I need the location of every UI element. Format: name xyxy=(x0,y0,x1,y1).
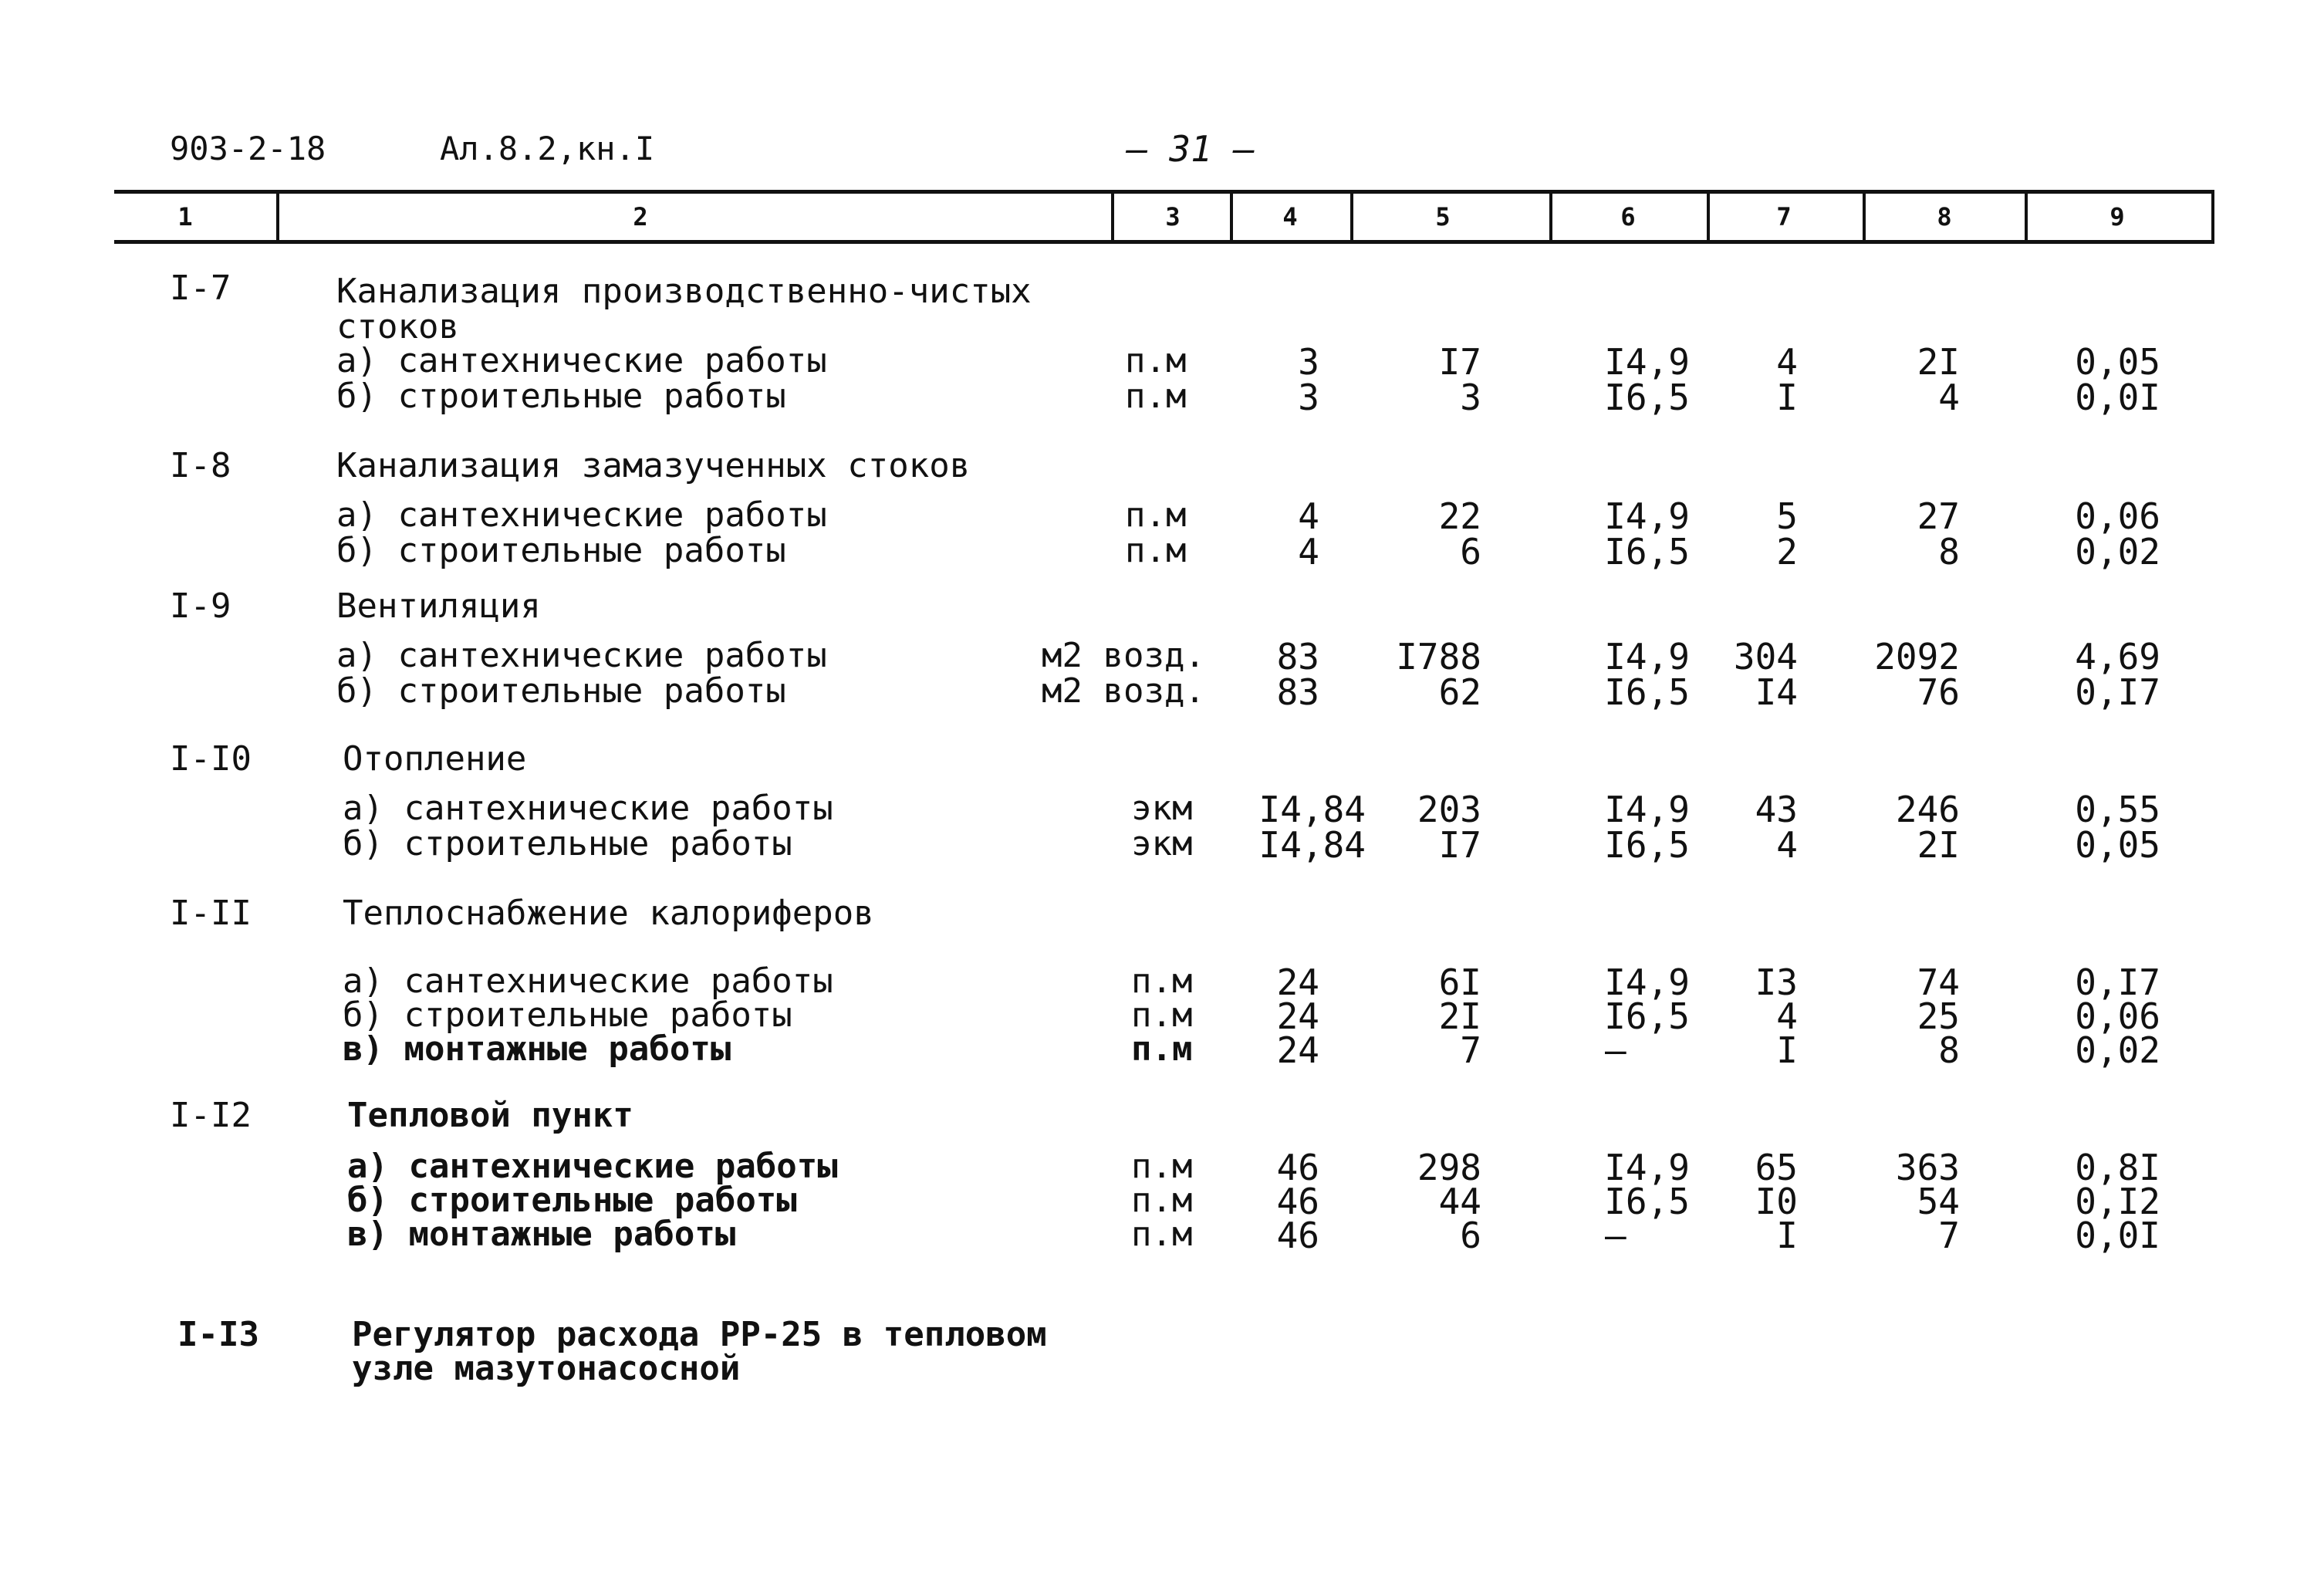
album-reference: Ал.8.2,кн.I xyxy=(440,130,655,167)
row-unit: п.м xyxy=(1125,377,1187,416)
column-header-7: 7 xyxy=(1776,202,1792,231)
row-title-i10: Отопление xyxy=(343,739,527,779)
row-title-i12: Тепловой пункт xyxy=(347,1096,633,1135)
row-sub-label: б) строительные работы xyxy=(343,995,792,1035)
cell-c6: I4,9 xyxy=(1604,961,1690,1003)
column-header-6: 6 xyxy=(1620,202,1636,231)
cell-c9: 0,06 xyxy=(2075,495,2160,537)
cell-c5: 3 xyxy=(1460,377,1481,418)
row-code-i12: I-I2 xyxy=(170,1096,252,1135)
cell-c6: I4,9 xyxy=(1604,495,1690,537)
cell-c8: 246 xyxy=(1895,789,1960,830)
row-sub-label: в) монтажные работы xyxy=(347,1215,736,1254)
cell-c4: 46 xyxy=(1276,1215,1319,1256)
column-header-4: 4 xyxy=(1282,202,1298,231)
column-header-8: 8 xyxy=(1937,202,1952,231)
cell-c4: 83 xyxy=(1276,636,1319,678)
cell-c7: 4 xyxy=(1776,341,1798,383)
cell-c4: 4 xyxy=(1298,531,1319,573)
cell-c6: I6,5 xyxy=(1604,995,1690,1037)
cell-c8: 2I xyxy=(1917,341,1960,383)
row-sub-label: а) сантехнические работы xyxy=(343,789,833,828)
cell-c9: 0,02 xyxy=(2075,531,2160,573)
cell-c6: I4,9 xyxy=(1604,341,1690,383)
cell-c5: 6 xyxy=(1460,531,1481,573)
cell-c7: I4 xyxy=(1755,671,1798,713)
cell-c5: I7 xyxy=(1438,341,1481,383)
row-code-i9: I-9 xyxy=(170,586,231,626)
cell-c8: 74 xyxy=(1917,961,1960,1003)
cell-c9: 0,I7 xyxy=(2075,961,2160,1003)
row-unit: п.м xyxy=(1131,1181,1193,1220)
row-unit: п.м xyxy=(1131,961,1193,1001)
row-title-i13-cont: узле мазутонасосной xyxy=(352,1349,741,1388)
cell-c5: 6I xyxy=(1438,961,1481,1003)
cell-c7: 65 xyxy=(1755,1147,1798,1188)
row-sub-label: а) сантехнические работы xyxy=(336,636,827,675)
cell-c5: I788 xyxy=(1396,636,1481,678)
cell-c7: 43 xyxy=(1755,789,1798,830)
row-sub-label: а) сантехнические работы xyxy=(336,341,827,380)
cell-c4: I4,84 xyxy=(1258,824,1366,866)
cell-c4: I4,84 xyxy=(1258,789,1366,830)
cell-c9: 4,69 xyxy=(2075,636,2160,678)
cell-c7: I0 xyxy=(1755,1181,1798,1222)
row-sub-label: б) строительные работы xyxy=(336,531,786,570)
cell-c4: 4 xyxy=(1298,495,1319,537)
row-code-i13: I-I3 xyxy=(177,1315,259,1354)
row-sub-label: а) сантехнические работы xyxy=(347,1147,838,1186)
cell-c7: I xyxy=(1776,377,1798,418)
row-title-i7-cont: стоков xyxy=(336,307,459,346)
row-unit: п.м xyxy=(1131,995,1193,1035)
row-unit: экм xyxy=(1131,824,1193,863)
cell-c5: 2I xyxy=(1438,995,1481,1037)
cell-c8: 8 xyxy=(1938,531,1960,573)
cell-c8: 363 xyxy=(1895,1147,1960,1188)
cell-c8: 25 xyxy=(1917,995,1960,1037)
cell-c8: 27 xyxy=(1917,495,1960,537)
cell-c5: 203 xyxy=(1417,789,1481,830)
row-title-i8: Канализация замазученных стоков xyxy=(336,446,971,485)
row-code-i10: I-I0 xyxy=(170,739,252,779)
row-unit: п.м xyxy=(1125,495,1187,535)
cell-c6: I6,5 xyxy=(1604,377,1690,418)
cell-c8: 2I xyxy=(1917,824,1960,866)
column-header-9: 9 xyxy=(2110,202,2125,231)
row-unit: м2 возд. xyxy=(1042,671,1205,711)
document-code: 903-2-18 xyxy=(170,130,326,167)
column-header-5: 5 xyxy=(1435,202,1451,231)
cell-c4: 3 xyxy=(1298,377,1319,418)
row-sub-label: б) строительные работы xyxy=(336,671,786,711)
cell-c6: I6,5 xyxy=(1604,671,1690,713)
cell-c7: 2 xyxy=(1776,531,1798,573)
row-title-i13: Регулятор расхода РР-25 в тепловом xyxy=(352,1315,1047,1354)
row-title-i11: Теплоснабжение калориферов xyxy=(343,894,874,933)
cell-c8: 7 xyxy=(1938,1215,1960,1256)
row-unit: экм xyxy=(1131,789,1193,828)
row-unit: п.м xyxy=(1125,531,1187,570)
cell-c4: 24 xyxy=(1276,995,1319,1037)
cell-c9: 0,05 xyxy=(2075,824,2160,866)
cell-c4: 46 xyxy=(1276,1181,1319,1222)
cell-c9: 0,55 xyxy=(2075,789,2160,830)
cell-c4: 24 xyxy=(1276,1029,1319,1071)
row-title-i7: Канализация производственно-чистых xyxy=(336,272,1032,311)
cell-c6: I4,9 xyxy=(1604,636,1690,678)
cell-c4: 24 xyxy=(1276,961,1319,1003)
cell-c9: 0,0I xyxy=(2075,1215,2160,1256)
row-code-i11: I-II xyxy=(170,894,252,933)
row-sub-label: а) сантехнические работы xyxy=(336,495,827,535)
cell-c7: 5 xyxy=(1776,495,1798,537)
cell-c5: 6 xyxy=(1460,1215,1481,1256)
cell-c6: – xyxy=(1605,1215,1626,1256)
row-sub-label: б) строительные работы xyxy=(336,377,786,416)
row-code-i8: I-8 xyxy=(170,446,231,485)
cell-c5: 298 xyxy=(1417,1147,1481,1188)
cell-c5: I7 xyxy=(1438,824,1481,866)
cell-c6: I6,5 xyxy=(1604,531,1690,573)
row-unit: п.м xyxy=(1131,1215,1193,1254)
page-number: — 31 — xyxy=(1127,128,1255,170)
cell-c7: I3 xyxy=(1755,961,1798,1003)
row-code-i7: I-7 xyxy=(170,269,231,308)
cell-c9: 0,0I xyxy=(2075,377,2160,418)
cell-c6: I6,5 xyxy=(1604,1181,1690,1222)
cell-c8: 8 xyxy=(1938,1029,1960,1071)
cell-c6: – xyxy=(1605,1029,1626,1071)
row-title-i9: Вентиляция xyxy=(336,586,541,626)
cell-c7: I xyxy=(1776,1215,1798,1256)
cell-c5: 62 xyxy=(1438,671,1481,713)
cell-c9: 0,02 xyxy=(2075,1029,2160,1071)
row-sub-label: а) сантехнические работы xyxy=(343,961,833,1001)
cell-c7: 304 xyxy=(1733,636,1798,678)
cell-c7: I xyxy=(1776,1029,1798,1071)
row-unit: п.м xyxy=(1125,341,1187,380)
row-sub-label: б) строительные работы xyxy=(343,824,792,863)
cell-c8: 2092 xyxy=(1874,636,1960,678)
cell-c6: I6,5 xyxy=(1604,824,1690,866)
cell-c6: I4,9 xyxy=(1604,1147,1690,1188)
cell-c9: 0,8I xyxy=(2075,1147,2160,1188)
column-header-1: 1 xyxy=(177,202,193,231)
row-unit: м2 возд. xyxy=(1042,636,1205,675)
cell-c5: 7 xyxy=(1460,1029,1481,1071)
cell-c5: 44 xyxy=(1438,1181,1481,1222)
row-sub-label: б) строительные работы xyxy=(347,1181,797,1220)
column-header-2: 2 xyxy=(633,202,648,231)
row-unit: п.м xyxy=(1131,1147,1193,1186)
cell-c9: 0,05 xyxy=(2075,341,2160,383)
cell-c9: 0,06 xyxy=(2075,995,2160,1037)
cell-c4: 3 xyxy=(1298,341,1319,383)
column-header-3: 3 xyxy=(1165,202,1181,231)
row-sub-label: в) монтажные работы xyxy=(343,1029,731,1069)
cell-c8: 54 xyxy=(1917,1181,1960,1222)
cell-c6: I4,9 xyxy=(1604,789,1690,830)
cell-c7: 4 xyxy=(1776,995,1798,1037)
cell-c9: 0,I2 xyxy=(2075,1181,2160,1222)
cell-c4: 83 xyxy=(1276,671,1319,713)
cell-c8: 4 xyxy=(1938,377,1960,418)
row-unit: п.м xyxy=(1131,1029,1193,1069)
cell-c5: 22 xyxy=(1438,495,1481,537)
cell-c4: 46 xyxy=(1276,1147,1319,1188)
cell-c8: 76 xyxy=(1917,671,1960,713)
cell-c7: 4 xyxy=(1776,824,1798,866)
cell-c9: 0,I7 xyxy=(2075,671,2160,713)
